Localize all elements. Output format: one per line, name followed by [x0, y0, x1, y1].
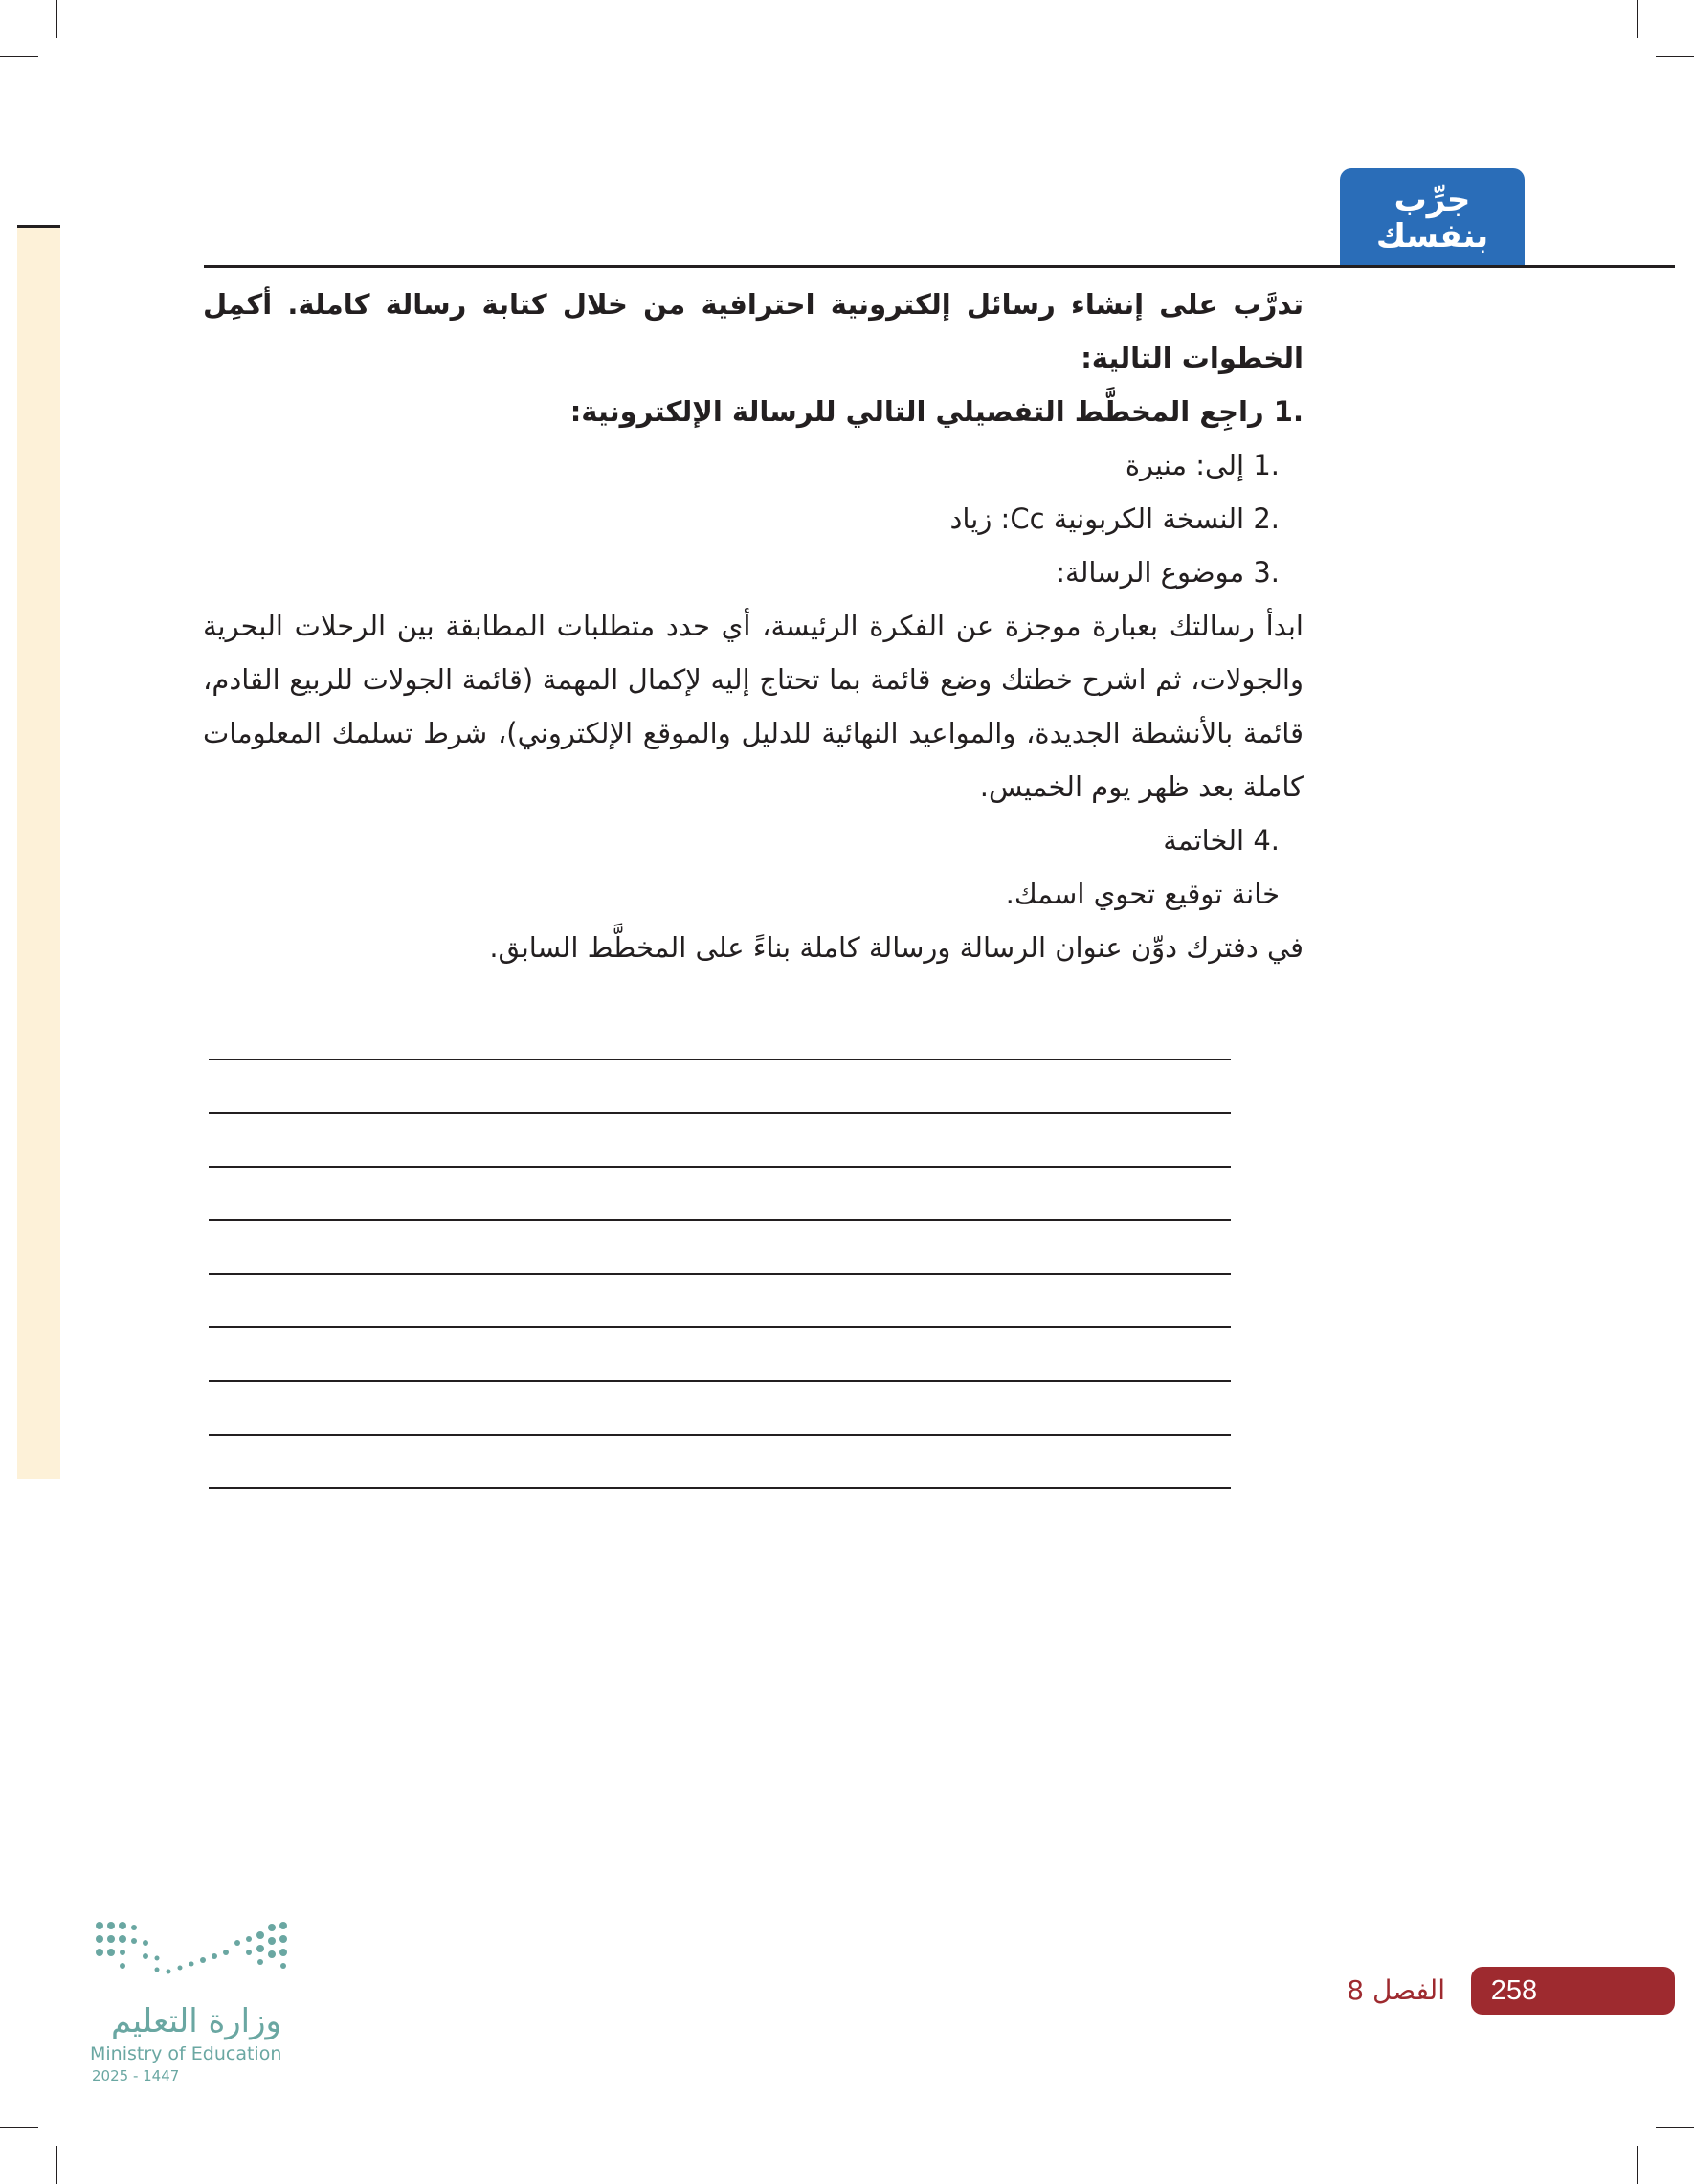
crop-mark: [1637, 2146, 1638, 2184]
crop-mark: [0, 2127, 38, 2128]
outline-subject: .3 موضوع الرسالة:: [1056, 556, 1280, 589]
crop-mark: [56, 2146, 57, 2184]
try-yourself-badge: [1340, 168, 1525, 268]
crop-mark: [1656, 2127, 1694, 2128]
outline-instruction: في دفترك دوِّن عنوان الرسالة ورسالة كاملة بناءً على المخطَّط السابق.: [489, 931, 1304, 964]
side-margin-bar-cap: [17, 225, 60, 228]
ministry-year: 2025 - 1447: [92, 2067, 180, 2084]
writing-line[interactable]: [209, 1007, 1231, 1060]
crop-mark: [56, 0, 57, 38]
ministry-english-name: Ministry of Education: [90, 2043, 282, 2064]
crop-mark: [1656, 56, 1694, 57]
outline-signature: خانة توقيع تحوي اسمك.: [1005, 878, 1280, 910]
step-1: .1 راجِع المخطَّط التفصيلي التالي للرسالة الإلكترونية:: [569, 395, 1304, 428]
writing-line[interactable]: [209, 1275, 1231, 1328]
section-rule: [204, 265, 1675, 268]
writing-line[interactable]: [209, 1060, 1231, 1114]
page-number: 258: [1490, 1975, 1538, 2006]
side-margin-bar: [17, 225, 60, 1479]
badge-line-2: بنفسك: [1375, 217, 1489, 256]
ministry-arabic-name: وزارة التعليم: [111, 2002, 281, 2040]
outline-to: .1 إلى: منيرة: [1125, 449, 1280, 481]
writing-lines: [209, 1007, 1231, 1489]
crop-mark: [0, 56, 38, 57]
writing-line[interactable]: [209, 1168, 1231, 1221]
writing-line[interactable]: [209, 1436, 1231, 1489]
crop-mark: [1637, 0, 1638, 38]
exercise-content: [203, 278, 1304, 974]
writing-line[interactable]: [209, 1328, 1231, 1382]
writing-line[interactable]: [209, 1114, 1231, 1168]
writing-line[interactable]: [209, 1221, 1231, 1275]
outline-closing: .4 الخاتمة: [1163, 824, 1280, 857]
outline-cc: .2 النسخة الكربونية Cc: زياد: [949, 502, 1280, 535]
badge-line-1: جرِّب: [1393, 181, 1471, 219]
chapter-label: الفصل 8: [1347, 1974, 1445, 2006]
writing-line[interactable]: [209, 1382, 1231, 1436]
intro-text: تدرَّب على إنشاء رسائل إلكترونية احترافية من خلال كتابة رسالة كاملة. أكمِل الخطوات التالية:: [203, 288, 1304, 374]
outline-body: ابدأ رسالتك بعبارة موجزة عن الفكرة الرئيسة، أي حدد متطلبات المطابقة بين الرحلات البحرية والجولات، ثم اشرح خطتك وضع قائمة بما تحتاج إليه لإكمال المهمة (قائمة الجولات للربيع القادم، قائمة بالأنشطة الجديدة، والمواعيد النهائية للدليل والموقع الإلكتروني)، شرط تسلمك المعلومات كاملة بعد ظهر يوم الخميس.: [203, 610, 1304, 803]
